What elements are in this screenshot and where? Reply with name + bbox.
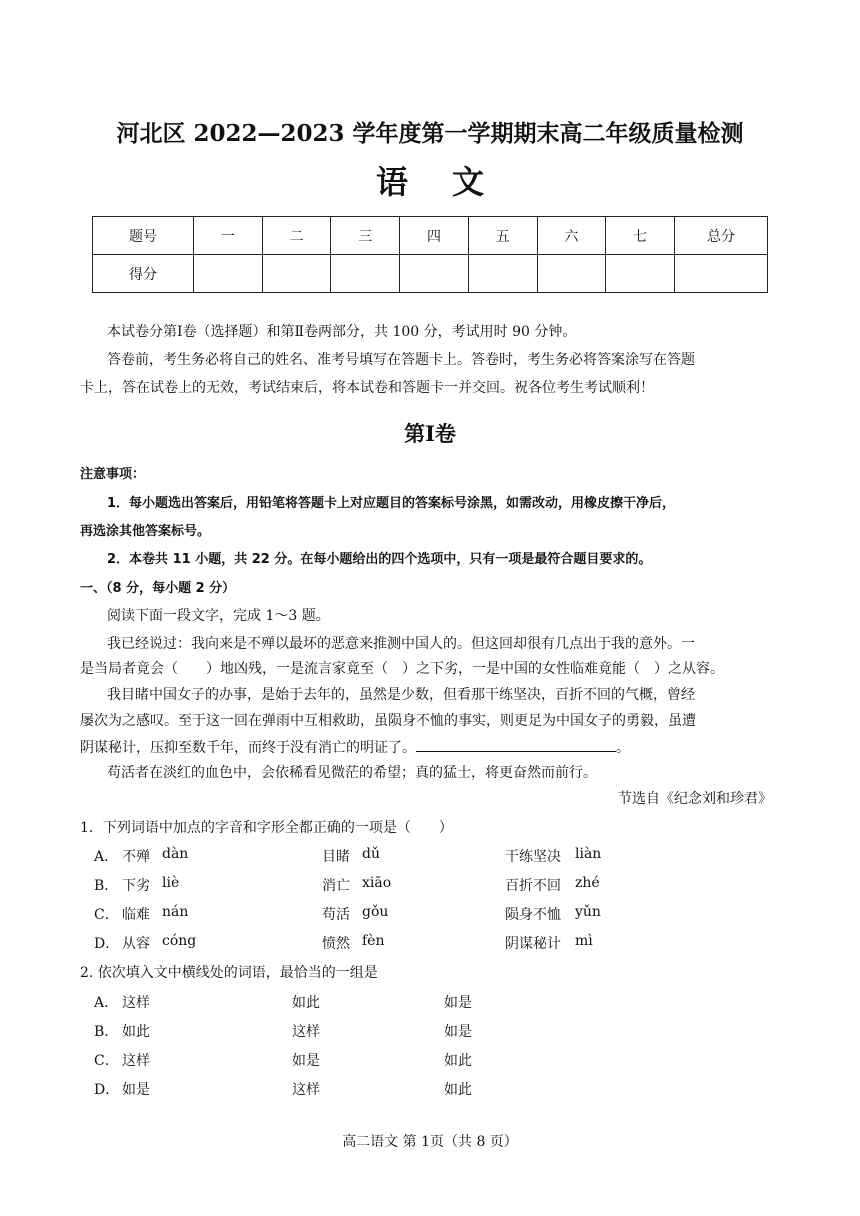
note-item: 2．本卷共 11 小题，共 22 分。在每小题给出的四个选项中，只有一项是最符合题目要求的。 xyxy=(107,552,652,567)
option-word: 目睹 xyxy=(322,849,350,865)
option-word: 这样 xyxy=(292,1082,320,1098)
option-pinyin: xiāo xyxy=(362,875,392,891)
passage-line: 苟活者在淡红的血色中，会依稀看见微茫的希望；真的猛士，将更奋然而前行。 xyxy=(107,765,597,781)
option-word: 如此 xyxy=(444,1053,472,1069)
page-footer: 高二语文 第 1页（共 8 页） xyxy=(342,1134,518,1150)
option-word: 临难 xyxy=(122,907,150,923)
option-pinyin: dàn xyxy=(162,846,189,862)
option-word: 陨身不恤 xyxy=(505,907,561,923)
option-label: C． xyxy=(94,907,119,923)
option-word: 如是 xyxy=(444,1024,472,1040)
notes-heading: 注意事项： xyxy=(80,467,146,482)
passage-text: 。 xyxy=(616,740,630,756)
subject-title: 语文 xyxy=(375,163,528,201)
option-pinyin: mì xyxy=(575,933,593,949)
option-word: 消亡 xyxy=(322,878,350,894)
table-cell: 得分 xyxy=(93,255,194,293)
option-word: 愤然 xyxy=(322,936,350,952)
score-cell xyxy=(468,255,537,293)
option-pinyin: liàn xyxy=(575,846,602,862)
passage-line xyxy=(80,737,630,758)
score-cell xyxy=(331,255,400,293)
question-stem: 1．下列词语中加点的字音和字形全都正确的一项是（ ） xyxy=(80,820,453,836)
section-title: 第Ⅰ卷 xyxy=(404,421,456,446)
score-cell xyxy=(262,255,331,293)
option-word: 百折不回 xyxy=(505,878,561,894)
option-word: 干练坚决 xyxy=(505,849,561,865)
option-pinyin: dǔ xyxy=(362,846,380,862)
intro-line: 本试卷分第Ⅰ卷（选择题）和第Ⅱ卷两部分，共 100 分，考试用时 90 分钟。 xyxy=(107,324,577,340)
reading-instruction: 阅读下面一段文字，完成 1～3 题。 xyxy=(107,608,330,624)
note-item: 1．每小题选出答案后，用铅笔将答题卡上对应题目的答案标号涂黑，如需改动，用橡皮擦干净后， xyxy=(107,496,676,511)
option-label: D． xyxy=(94,1082,120,1098)
option-word: 从容 xyxy=(122,936,150,952)
option-word: 如是 xyxy=(122,1082,150,1098)
question-stem: 2. 依次填入文中横线处的词语，最恰当的一组是 xyxy=(80,965,378,981)
option-word: 如此 xyxy=(444,1082,472,1098)
table-cell: 题号 xyxy=(93,217,194,255)
passage-line: 我目睹中国女子的办事，是始于去年的，虽然是少数，但看那干练坚决，百折不回的气概，曾经 xyxy=(107,687,695,703)
option-word: 苟活 xyxy=(322,907,350,923)
table-cell: 六 xyxy=(537,217,606,255)
passage-line: 屡次为之感叹。至于这一回在弹雨中互相救助，虽陨身不恤的事实，则更足为中国女子的勇毅，虽遭 xyxy=(80,713,696,729)
option-label: A． xyxy=(94,995,119,1011)
option-pinyin: nán xyxy=(162,904,189,920)
intro-line: 答卷前，考生务必将自己的姓名、准考号填写在答题卡上。答卷时，考生务必将答案涂写在答题 xyxy=(107,352,695,368)
score-cell xyxy=(400,255,469,293)
option-word: 这样 xyxy=(292,1024,320,1040)
passage-text: 阴谋秘计，压抑至数千年，而终于没有消亡的明证了。 xyxy=(80,740,416,756)
table-cell: 二 xyxy=(262,217,331,255)
score-cell xyxy=(537,255,606,293)
option-label: C． xyxy=(94,1053,119,1069)
option-word: 阴谋秘计 xyxy=(505,936,561,952)
option-word: 如是 xyxy=(292,1053,320,1069)
option-word: 不殚 xyxy=(122,849,150,865)
score-cell xyxy=(675,255,768,293)
option-pinyin: zhé xyxy=(575,875,600,891)
option-label: A． xyxy=(94,849,119,865)
table-cell: 一 xyxy=(194,217,263,255)
passage-line: 我已经说过：我向来是不殚以最坏的恶意来推测中国人的。但这回却很有几点出于我的意外。一 xyxy=(107,636,695,652)
option-word: 这样 xyxy=(122,1053,150,1069)
option-pinyin: liè xyxy=(162,875,180,891)
score-table-score-row xyxy=(93,255,768,293)
option-word: 如是 xyxy=(444,995,472,1011)
passage-source: 节选自《纪念刘和珍君》 xyxy=(618,791,772,807)
note-item: 再选涂其他答案标号。 xyxy=(80,524,211,539)
exam-title: 河北区 2022—2023 学年度第一学期期末高二年级质量检测 xyxy=(116,120,744,147)
table-cell: 三 xyxy=(331,217,400,255)
table-cell: 五 xyxy=(468,217,537,255)
table-cell: 总分 xyxy=(675,217,768,255)
answer-blank xyxy=(416,737,616,752)
option-pinyin: cóng xyxy=(162,933,197,949)
option-label: B． xyxy=(94,1024,119,1040)
option-label: D． xyxy=(94,936,120,952)
option-pinyin: yǔn xyxy=(575,904,601,920)
score-table xyxy=(92,216,768,293)
option-word: 如此 xyxy=(122,1024,150,1040)
intro-line: 卡上，答在试卷上的无效，考试结束后，将本试卷和答题卡一并交回。祝各位考生考试顺利！ xyxy=(80,380,654,396)
part-heading: 一、（8 分，每小题 2 分） xyxy=(80,581,236,596)
option-label: B． xyxy=(94,878,119,894)
passage-line: 是当局者竟会（ ）地凶残，一是流言家竟至（ ）之下劣，一是中国的女性临难竟能（ ）之从容。 xyxy=(80,661,724,677)
option-word: 这样 xyxy=(122,995,150,1011)
option-pinyin: gǒu xyxy=(362,904,389,920)
score-cell xyxy=(194,255,263,293)
score-table-header-row xyxy=(93,217,768,255)
score-cell xyxy=(606,255,675,293)
option-word: 如此 xyxy=(292,995,320,1011)
table-cell: 七 xyxy=(606,217,675,255)
table-cell: 四 xyxy=(400,217,469,255)
option-word: 下劣 xyxy=(122,878,150,894)
option-pinyin: fèn xyxy=(362,933,385,949)
